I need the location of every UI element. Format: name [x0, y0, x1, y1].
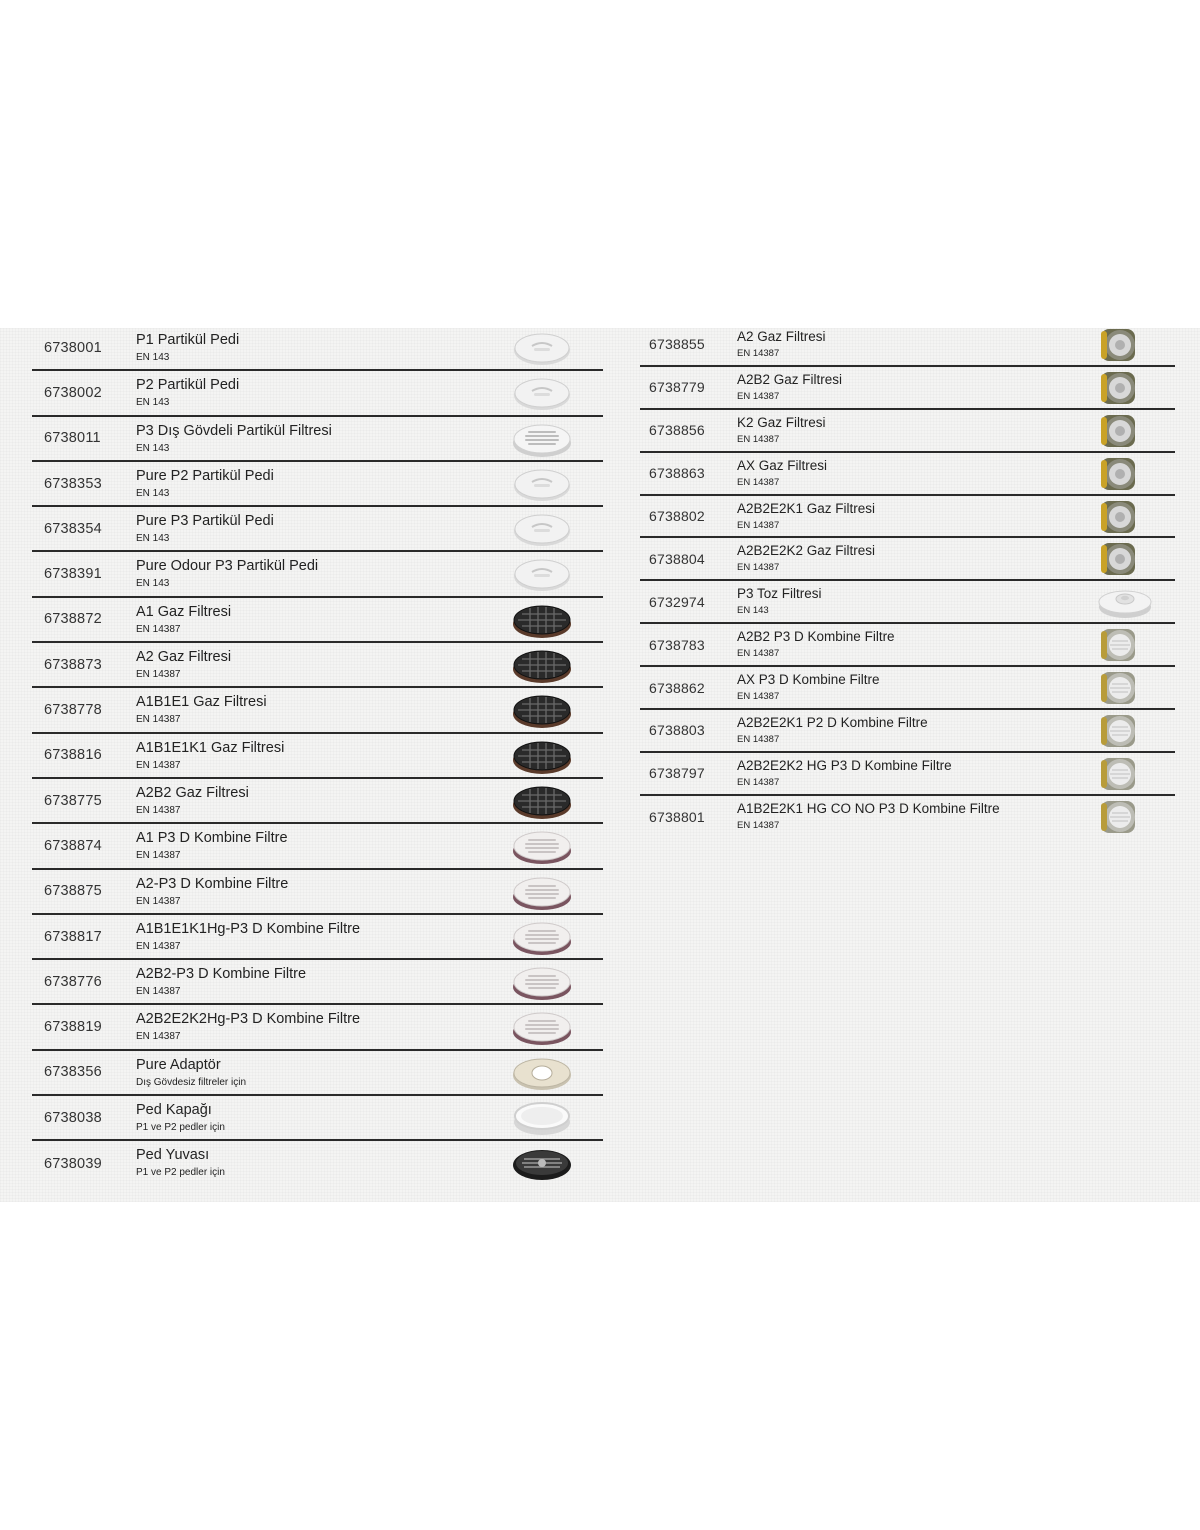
round-gas-filter-icon — [1098, 455, 1138, 493]
product-code: 6738002 — [44, 384, 102, 401]
product-standard: EN 14387 — [737, 390, 780, 402]
product-code: 6738778 — [44, 702, 102, 719]
product-code: 6738775 — [44, 792, 102, 809]
white-pad-icon — [510, 373, 574, 413]
product-standard: EN 14387 — [136, 940, 181, 952]
product-row — [32, 507, 603, 552]
product-row — [32, 1141, 603, 1186]
round-gas-filter-icon — [1098, 369, 1138, 407]
product-row — [32, 734, 603, 779]
product-row — [640, 796, 1175, 839]
product-row — [640, 324, 1175, 367]
product-standard: EN 14387 — [737, 519, 780, 531]
product-standard: EN 14387 — [737, 348, 780, 359]
product-row — [32, 779, 603, 824]
black-grid-filter-icon — [510, 600, 574, 640]
product-row — [640, 710, 1175, 753]
product-name: P3 Toz Filtresi — [737, 586, 822, 602]
product-code: 6738816 — [44, 747, 102, 764]
black-grid-filter-icon — [510, 645, 574, 685]
product-name: A2B2E2K2Hg-P3 D Kombine Filtre — [136, 1011, 361, 1028]
product-code: 6738863 — [649, 465, 705, 482]
product-name: A2 Gaz Filtresi — [737, 329, 826, 344]
right-product-list — [640, 324, 1175, 839]
product-code: 6738356 — [44, 1064, 102, 1081]
round-combined-filter-icon — [1098, 755, 1138, 793]
product-name: A2B2E2K2 Gaz Filtresi — [737, 543, 876, 559]
product-standard: EN 143 — [136, 352, 170, 363]
product-name: A2B2-P3 D Kombine Filtre — [136, 966, 307, 983]
product-code: 6738804 — [649, 550, 705, 567]
product-name: AX P3 D Kombine Filtre — [737, 672, 880, 688]
product-standard: EN 14387 — [136, 895, 181, 907]
round-combined-filter-icon — [1098, 712, 1138, 750]
product-standard: EN 14387 — [136, 850, 181, 862]
product-code: 6738802 — [649, 508, 705, 524]
product-row — [640, 753, 1175, 796]
product-code: 6738039 — [44, 1155, 102, 1172]
product-standard: EN 14387 — [737, 648, 780, 660]
product-row — [640, 624, 1175, 667]
product-row — [32, 960, 603, 1005]
product-standard: EN 14387 — [136, 623, 181, 635]
product-code: 6738875 — [44, 883, 102, 900]
product-name: Pure P2 Partikül Pedi — [136, 467, 274, 484]
product-row — [640, 453, 1175, 496]
product-name: A1B1E1K1Hg-P3 D Kombine Filtre — [136, 920, 361, 937]
product-row — [32, 1051, 603, 1096]
round-dust-filter-icon — [1095, 583, 1155, 621]
product-row — [32, 326, 603, 371]
product-name: Ped Kapağı — [136, 1102, 212, 1119]
product-code: 6738855 — [649, 336, 705, 353]
product-standard: EN 14387 — [136, 759, 181, 771]
round-combined-filter-icon — [1098, 669, 1138, 707]
product-name: A2 Gaz Filtresi — [136, 649, 232, 666]
product-row — [32, 915, 603, 960]
product-name: P3 Dış Gövdeli Partikül Filtresi — [136, 422, 332, 439]
product-standard: EN 14387 — [136, 986, 181, 998]
product-code: 6738873 — [44, 656, 102, 673]
product-name: A1B1E1K1 Gaz Filtresi — [136, 739, 285, 756]
product-name: A1B1E1 Gaz Filtresi — [136, 694, 267, 711]
product-row — [32, 824, 603, 869]
product-name: Pure Odour P3 Partikül Pedi — [136, 558, 319, 575]
product-standard: EN 14387 — [136, 669, 181, 681]
pad-cover-icon — [510, 1098, 574, 1138]
product-code: 6738862 — [649, 679, 705, 696]
round-gas-filter-icon — [1098, 412, 1138, 450]
round-gas-filter-icon — [1098, 326, 1138, 364]
product-row — [640, 667, 1175, 710]
product-name: A2B2E2K2 HG P3 D Kombine Filtre — [737, 757, 952, 773]
round-combined-filter-icon — [1098, 798, 1138, 836]
product-name: A2B2 P3 D Kombine Filtre — [737, 629, 895, 645]
combined-filter-icon — [510, 917, 574, 957]
product-code: 6738801 — [649, 809, 705, 826]
product-standard: EN 14387 — [136, 1031, 181, 1043]
product-code: 6738353 — [44, 475, 102, 492]
product-standard: EN 14387 — [136, 804, 181, 816]
white-pad-icon — [510, 328, 574, 368]
product-name: P1 Partikül Pedi — [136, 332, 240, 348]
product-code: 6738797 — [649, 765, 705, 782]
white-pad-icon — [510, 464, 574, 504]
product-row — [640, 367, 1175, 410]
product-name: Pure P3 Partikül Pedi — [136, 513, 274, 530]
product-row — [640, 581, 1175, 624]
product-name: AX Gaz Filtresi — [737, 457, 828, 473]
round-gas-filter-icon — [1098, 540, 1138, 578]
product-code: 6738819 — [44, 1019, 102, 1036]
product-code: 6738354 — [44, 520, 102, 537]
product-name: A1 P3 D Kombine Filtre — [136, 830, 288, 847]
product-code: 6738038 — [44, 1109, 102, 1126]
product-code: 6738391 — [44, 566, 102, 583]
product-name: A1B2E2K1 HG CO NO P3 D Kombine Filtre — [737, 800, 1000, 816]
product-name: Ped Yuvası — [136, 1147, 210, 1164]
product-code: 6738803 — [649, 722, 705, 739]
product-standard: Dış Gövdesiz filtreler için — [136, 1076, 247, 1088]
pad-holder-icon — [510, 1143, 574, 1183]
product-standard: P1 ve P2 pedler için — [136, 1122, 225, 1134]
product-standard: EN 14387 — [737, 734, 780, 746]
round-gas-filter-icon — [1098, 498, 1138, 536]
left-product-list — [32, 326, 603, 1187]
black-grid-filter-icon — [510, 690, 574, 730]
product-standard: EN 14387 — [737, 562, 780, 574]
product-name: A2B2 Gaz Filtresi — [136, 784, 249, 801]
product-row — [32, 643, 603, 688]
product-standard: EN 143 — [136, 442, 170, 454]
product-row — [32, 462, 603, 507]
product-code: 6738817 — [44, 928, 102, 945]
product-row — [32, 1096, 603, 1141]
product-row — [640, 538, 1175, 581]
product-standard: EN 143 — [136, 533, 170, 545]
product-standard: EN 14387 — [737, 776, 780, 788]
product-standard: EN 14387 — [737, 476, 780, 488]
product-name: K2 Gaz Filtresi — [737, 414, 826, 430]
product-row — [32, 688, 603, 733]
product-name: Pure Adaptör — [136, 1056, 221, 1073]
product-row — [32, 1005, 603, 1050]
adapter-ring-icon — [510, 1053, 574, 1093]
combined-filter-icon — [510, 962, 574, 1002]
product-code: 6738783 — [649, 636, 705, 653]
product-code: 6738779 — [649, 379, 705, 396]
product-standard: EN 14387 — [737, 819, 780, 831]
product-row — [32, 417, 603, 462]
product-name: A2B2E2K1 P2 D Kombine Filtre — [737, 715, 928, 731]
product-name: A1 Gaz Filtresi — [136, 603, 232, 620]
product-code: 6738856 — [649, 422, 705, 439]
white-pad-icon — [510, 554, 574, 594]
product-name: A2B2 Gaz Filtresi — [737, 371, 843, 387]
product-code: 6732974 — [649, 593, 705, 610]
product-standard: EN 143 — [737, 605, 769, 617]
combined-filter-icon — [510, 872, 574, 912]
black-grid-filter-icon — [510, 781, 574, 821]
round-combined-filter-icon — [1098, 626, 1138, 664]
product-standard: EN 143 — [136, 487, 170, 499]
product-standard: EN 14387 — [136, 714, 181, 726]
product-standard: EN 143 — [136, 578, 170, 590]
product-row — [640, 410, 1175, 453]
product-code: 6738872 — [44, 611, 102, 628]
product-code: 6738011 — [44, 430, 101, 447]
product-code: 6738776 — [44, 973, 102, 990]
black-grid-filter-icon — [510, 736, 574, 776]
product-name: A2-P3 D Kombine Filtre — [136, 875, 289, 892]
combined-filter-icon — [510, 826, 574, 866]
product-code: 6738001 — [44, 339, 102, 356]
combined-filter-icon — [510, 1007, 574, 1047]
product-row — [32, 870, 603, 915]
slotted-white-filter-icon — [510, 419, 574, 459]
product-code: 6738874 — [44, 837, 102, 854]
product-row — [640, 496, 1175, 539]
product-standard: P1 ve P2 pedler için — [136, 1167, 225, 1179]
product-row — [32, 598, 603, 643]
product-standard: EN 14387 — [737, 691, 780, 703]
white-pad-icon — [510, 509, 574, 549]
product-name: A2B2E2K1 Gaz Filtresi — [737, 500, 876, 516]
product-row — [32, 371, 603, 416]
product-name: P2 Partikül Pedi — [136, 377, 240, 394]
product-standard: EN 143 — [136, 397, 170, 409]
product-row — [32, 552, 603, 597]
product-standard: EN 14387 — [737, 433, 780, 445]
